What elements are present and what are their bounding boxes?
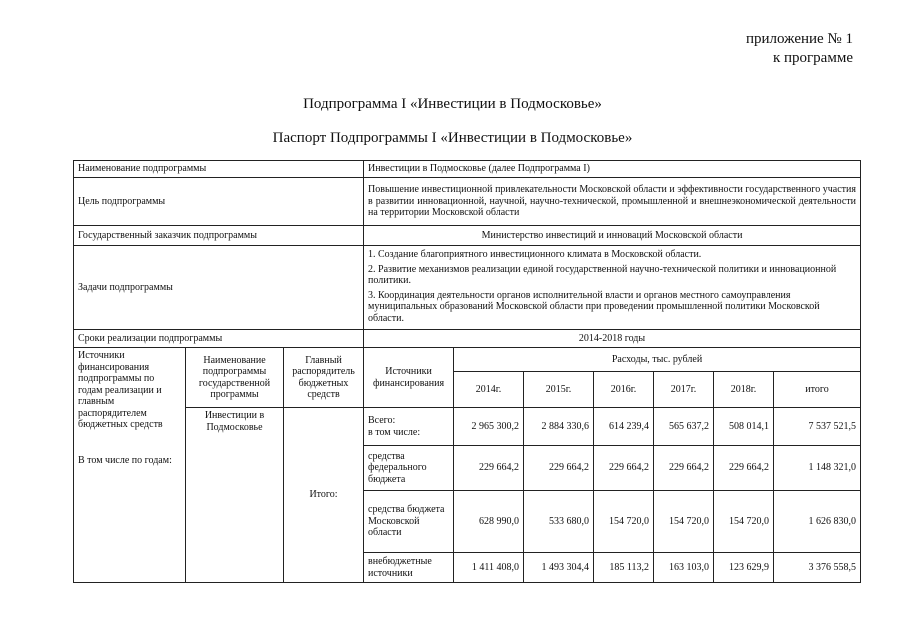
expenses-header: Расходы, тыс. рублей [454,348,861,372]
total-cell: 3 376 558,5 [774,553,861,583]
value-cell: 123 629,9 [714,553,774,583]
value-cell: 2 965 300,2 [454,408,524,446]
tasks-label: Задачи подпрограммы [74,246,364,330]
value-cell: 154 720,0 [654,491,714,553]
col-program-name-header: Наименование подпрограммы государственной программы [186,348,284,408]
value-cell: 154 720,0 [714,491,774,553]
year-header: 2015г. [524,372,594,408]
col-sources-header: Источники финансирования [364,348,454,408]
row-customer [74,226,861,246]
customer-value: Министерство инвестиций и инноваций Московской области [364,226,861,246]
row-tasks [74,246,861,330]
value-cell: 185 113,2 [594,553,654,583]
col-manager-header: Главный распорядитель бюджетных средств [284,348,364,408]
total-header: итого [774,372,861,408]
source-total-label: Всего: в том числе: [368,415,421,438]
financing-header-row [74,348,861,372]
task-item: 3. Координация деятельности органов исполнительной власти и органов местного самоуправления муниципальных образований Московской области при проведении промышленной политики Московской области. [368,289,820,324]
value-cell: 229 664,2 [524,446,594,491]
total-cell: 7 537 521,5 [774,408,861,446]
program-name-cell: Инвестиции в Подмосковье [186,408,284,583]
source-cell [364,408,454,446]
appendix-line-2: к программе [772,50,853,66]
total-cell: 1 148 321,0 [774,446,861,491]
value-cell: 229 664,2 [454,446,524,491]
row-name [74,161,861,178]
year-header: 2018г. [714,372,774,408]
row-term [74,330,861,348]
term-value: 2014-2018 годы [364,330,861,348]
value-cell: 154 720,0 [594,491,654,553]
term-label: Сроки реализации подпрограммы [74,330,364,348]
appendix-line-1: приложение № 1 [745,31,853,47]
manager-cell: Итого: [284,408,364,583]
task-item: 1. Создание благоприятного инвестиционного климата в Московской области. [368,249,702,260]
financing-by-years-label: В том числе по годам: [78,454,172,466]
table-row [74,408,861,446]
year-header: 2016г. [594,372,654,408]
source-cell: внебюджетные источники [364,553,454,583]
customer-label: Государственный заказчик подпрограммы [74,226,364,246]
value-cell: 2 884 330,6 [524,408,594,446]
tasks-list [364,246,861,330]
row-goal [74,178,861,226]
value-cell: 1 411 408,0 [454,553,524,583]
task-item: 2. Развитие механизмов реализации единой государственной научно-технической политики и инновационной политики. [368,263,837,286]
total-cell: 1 626 830,0 [774,491,861,553]
source-cell: средства федерального бюджета [364,446,454,491]
value-cell: 614 239,4 [594,408,654,446]
value-cell: 229 664,2 [594,446,654,491]
appendix-note [746,30,853,68]
value-cell: 229 664,2 [654,446,714,491]
financing-sources-label: Источники финансирования подпрограммы по годам реализации и главным распорядителем бюджетных средств [78,350,163,430]
passport-table [73,160,861,583]
value-cell: 163 103,0 [654,553,714,583]
name-label: Наименование подпрограммы [74,161,364,178]
value-cell: 1 493 304,4 [524,553,594,583]
value-cell: 565 637,2 [654,408,714,446]
value-cell: 508 014,1 [714,408,774,446]
value-cell: 229 664,2 [714,446,774,491]
year-header: 2014г. [454,372,524,408]
document-title: Подпрограмма I «Инвестиции в Подмосковье» [303,96,602,112]
source-cell: средства бюджета Московской области [364,491,454,553]
goal-value: Повышение инвестиционной привлекательности Московской области и эффективности государственного участия в развитии инновационной, научной, научно-технической, промышленной и внешнеэкономической деятельности на территории Московской области [364,178,861,226]
value-cell: 533 680,0 [524,491,594,553]
financing-left-label [74,348,186,583]
goal-label: Цель подпрограммы [74,178,364,226]
passport-title: Паспорт Подпрограммы I «Инвестиции в Подмосковье» [272,130,633,146]
value-cell: 628 990,0 [454,491,524,553]
year-header: 2017г. [654,372,714,408]
name-value: Инвестиции в Подмосковье (далее Подпрограмма I) [364,161,861,178]
